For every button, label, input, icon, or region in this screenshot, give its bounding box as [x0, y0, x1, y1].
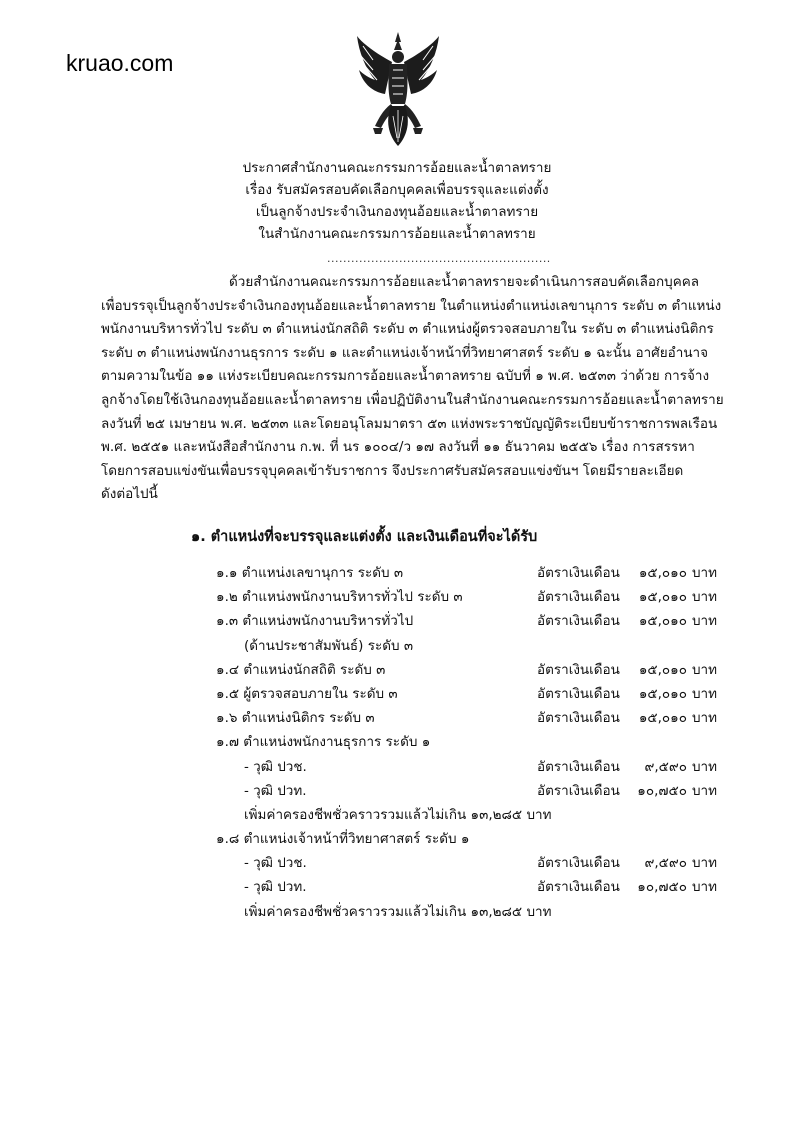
- salary-amount: ๑๕,๐๑๐: [638, 685, 687, 702]
- salary-amount: ๑๕,๐๑๐: [638, 661, 687, 678]
- salary-label: อัตราเงินเดือน: [537, 710, 620, 727]
- salary-label: อัตราเงินเดือน: [537, 613, 620, 630]
- garuda-emblem-icon: [355, 30, 441, 148]
- position-row: [0, 779, 794, 803]
- body-line: ตามความในข้อ ๑๑ แห่งระเบียบคณะกรรมการอ้อยและน้ำตาลทราย ฉบับที่ ๑ พ.ศ. ๒๕๓๓ ว่าด้วย การจ้าง: [101, 368, 710, 385]
- body-paragraph: [101, 271, 724, 507]
- body-line: พ.ศ. ๒๕๕๑ และหนังสือสำนักงาน ก.พ. ที่ นร ๑๐๐๔/ว ๑๗ ลงวันที่ ๑๑ ธันวาคม ๒๕๕๖ เรื่อง การสรรหา: [101, 439, 695, 456]
- salary-amount: ๙,๕๙๐: [644, 855, 687, 872]
- salary-label: อัตราเงินเดือน: [537, 565, 620, 581]
- position-row: [0, 609, 794, 633]
- salary-amount: ๑๐,๗๕๐: [637, 879, 687, 896]
- position-row: [0, 682, 794, 706]
- position-label: ๑.๕ ผู้ตรวจสอบภายใน ระดับ ๓: [216, 685, 398, 702]
- position-label: - วุฒิ ปวท.: [244, 879, 307, 896]
- position-label: เพิ่มค่าครองชีพชั่วคราวรวมแล้วไม่เกิน ๑๓,๒๘๕ บาท: [244, 806, 552, 823]
- position-label: ๑.๖ ตำแหน่งนิติกร ระดับ ๓: [216, 710, 375, 727]
- salary-amount: ๑๐,๗๕๐: [637, 782, 687, 799]
- salary-label: อัตราเงินเดือน: [537, 782, 620, 799]
- salary-amount: ๑๕,๐๑๐: [638, 710, 687, 727]
- currency-unit: บาท: [691, 710, 717, 727]
- heading-line-4: ในสำนักงานคณะกรรมการอ้อยและน้ำตาลทราย: [258, 226, 536, 242]
- position-label: เพิ่มค่าครองชีพชั่วคราวรวมแล้วไม่เกิน ๑๓,๒๘๕ บาท: [244, 903, 552, 920]
- position-row: [0, 851, 794, 875]
- body-line: ลงวันที่ ๒๕ เมษายน พ.ศ. ๒๕๓๓ และโดยอนุโลมมาตรา ๕๓ แห่งพระราชบัญญัติระเบียบข้าราชการพลเรือน: [101, 415, 718, 432]
- position-row: [0, 827, 794, 851]
- position-label: ๑.๓ ตำแหน่งพนักงานบริหารทั่วไป: [216, 613, 414, 630]
- body-line: ดังต่อไปนี้: [101, 486, 158, 503]
- salary-amount: ๑๕,๐๑๐: [638, 565, 687, 581]
- currency-unit: บาท: [691, 613, 717, 630]
- currency-unit: บาท: [691, 589, 717, 606]
- position-row: [0, 561, 794, 585]
- body-line: ด้วยสำนักงานคณะกรรมการอ้อยและน้ำตาลทรายจะดำเนินการสอบคัดเลือกบุคคล: [229, 274, 700, 290]
- body-line: พนักงานบริหารทั่วไป ระดับ ๓ ตำแหน่งนักสถิติ ระดับ ๓ ตำแหน่งผู้ตรวจสอบภายใน ระดับ ๓ ตำแหน่งนิติกร: [101, 321, 714, 338]
- position-label: - วุฒิ ปวท.: [244, 782, 307, 799]
- position-label: ๑.๗ ตำแหน่งพนักงานธุรการ ระดับ ๑: [216, 734, 431, 751]
- salary-amount: ๑๕,๐๑๐: [638, 589, 687, 606]
- position-label: ๑.๒ ตำแหน่งพนักงานบริหารทั่วไป ระดับ ๓: [216, 589, 463, 606]
- position-label: ๑.๑ ตำแหน่งเลขานุการ ระดับ ๓: [216, 565, 404, 581]
- currency-unit: บาท: [691, 685, 717, 702]
- salary-label: อัตราเงินเดือน: [537, 685, 620, 702]
- position-label: ๑.๘ ตำแหน่งเจ้าหน้าที่วิทยาศาสตร์ ระดับ ๑: [216, 831, 470, 848]
- heading-divider: ........................................................: [327, 252, 551, 265]
- position-row: [0, 706, 794, 730]
- position-row: [0, 875, 794, 899]
- currency-unit: บาท: [691, 855, 717, 872]
- currency-unit: บาท: [691, 565, 717, 581]
- position-row: [0, 803, 794, 827]
- currency-unit: บาท: [691, 758, 717, 775]
- heading-line-3: เป็นลูกจ้างประจำเงินกองทุนอ้อยและน้ำตาลทราย: [255, 204, 539, 220]
- salary-label: อัตราเงินเดือน: [537, 589, 620, 606]
- position-row: [0, 658, 794, 682]
- position-row: [0, 585, 794, 609]
- currency-unit: บาท: [691, 661, 717, 678]
- position-row: [0, 730, 794, 754]
- position-row: [0, 634, 794, 658]
- currency-unit: บาท: [691, 782, 717, 799]
- currency-unit: บาท: [691, 879, 717, 896]
- section-title: ๑. ตำแหน่งที่จะบรรจุและแต่งตั้ง และเงินเดือนที่จะได้รับ: [191, 529, 538, 545]
- position-row: [0, 900, 794, 924]
- salary-label: อัตราเงินเดือน: [537, 758, 620, 775]
- position-label: - วุฒิ ปวช.: [244, 855, 307, 872]
- position-row: [0, 755, 794, 779]
- body-line: ระดับ ๓ ตำแหน่งพนักงานธุรการ ระดับ ๑ และตำแหน่งเจ้าหน้าที่วิทยาศาสตร์ ระดับ ๑ ฉะนั้น อาศัยอำนาจ: [101, 344, 709, 361]
- salary-amount: ๑๕,๐๑๐: [638, 613, 687, 630]
- heading-line-2: เรื่อง รับสมัครสอบคัดเลือกบุคคลเพื่อบรรจุและแต่งตั้ง: [245, 182, 549, 198]
- heading-line-1: ประกาศสำนักงานคณะกรรมการอ้อยและน้ำตาลทราย: [242, 160, 552, 176]
- body-line: โดยการสอบแข่งขันเพื่อบรรจุบุคคลเข้ารับราชการ จึงประกาศรับสมัครสอบแข่งขันฯ โดยมีรายละเอียด: [101, 462, 684, 479]
- position-salary-list: [0, 561, 794, 924]
- salary-amount: ๙,๕๙๐: [644, 758, 687, 775]
- salary-label: อัตราเงินเดือน: [537, 855, 620, 872]
- position-label: - วุฒิ ปวช.: [244, 758, 307, 775]
- watermark-text: kruao.com: [66, 50, 174, 76]
- salary-label: อัตราเงินเดือน: [537, 661, 620, 678]
- announcement-heading: [0, 157, 794, 245]
- position-label: (ด้านประชาสัมพันธ์) ระดับ ๓: [244, 637, 414, 654]
- body-line: ลูกจ้างโดยใช้เงินกองทุนอ้อยและน้ำตาลทราย เพื่อปฏิบัติงานในสำนักงานคณะกรรมการอ้อยและน้ำตาลทราย: [101, 391, 724, 408]
- position-label: ๑.๔ ตำแหน่งนักสถิติ ระดับ ๓: [216, 661, 386, 678]
- body-line: เพื่อบรรจุเป็นลูกจ้างประจำเงินกองทุนอ้อยและน้ำตาลทราย ในตำแหน่งตำแหน่งเลขานุการ ระดับ ๓ ตำแหน่ง: [101, 297, 722, 314]
- salary-label: อัตราเงินเดือน: [537, 879, 620, 896]
